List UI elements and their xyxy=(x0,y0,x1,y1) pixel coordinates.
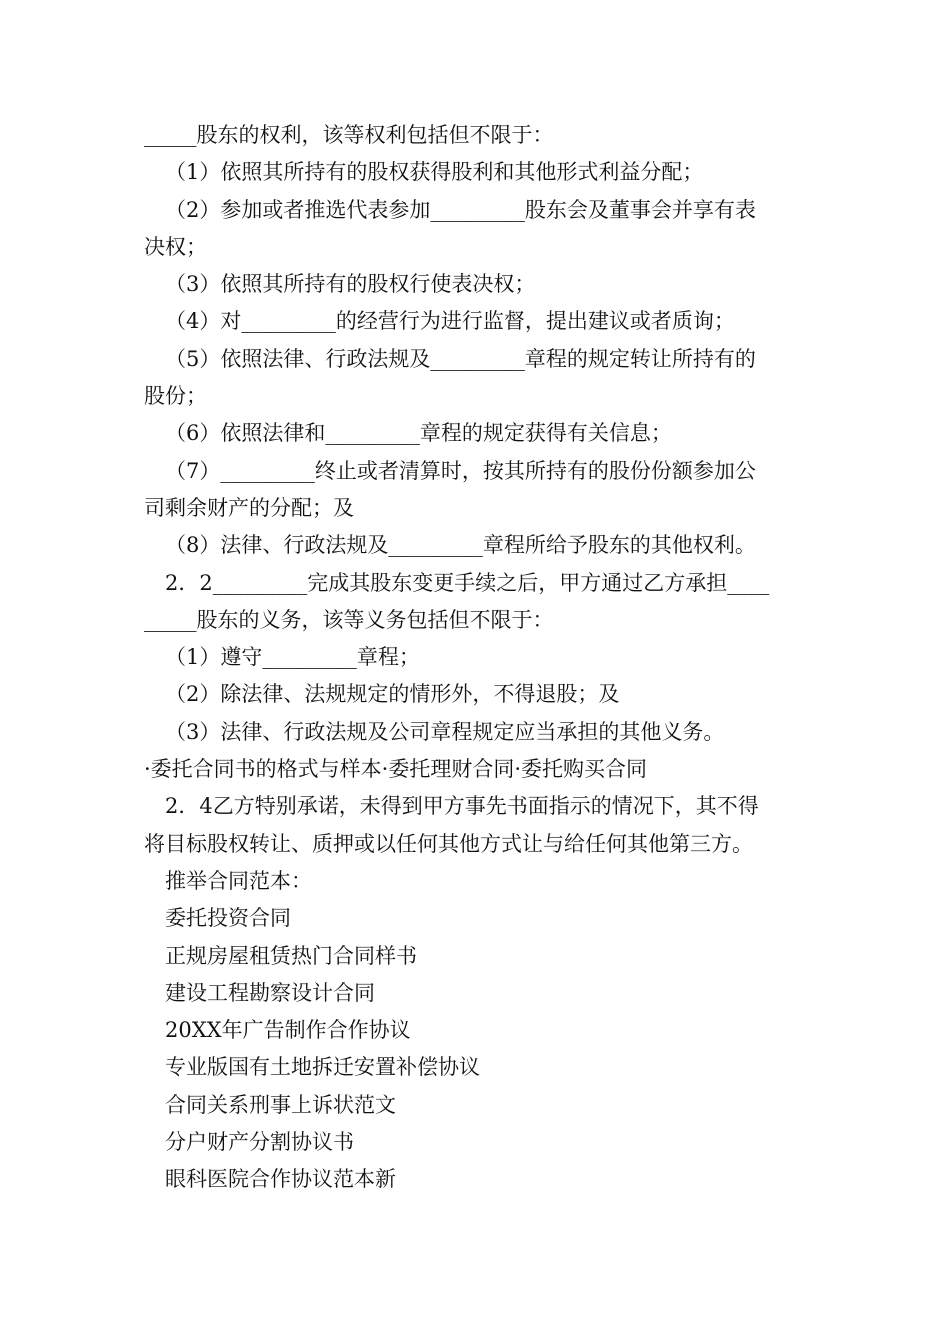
text-line: 司剩余财产的分配；及 xyxy=(144,495,354,520)
text-line: 眼科医院合作协议范本新 xyxy=(165,1167,396,1192)
text-line: （2）参加或者推选代表参加_________股东会及董事会并享有表 xyxy=(165,197,756,222)
text-line: 分户财产分割协议书 xyxy=(165,1130,354,1155)
text-line: （1）依照其所持有的股权获得股利和其他形式利益分配； xyxy=(165,160,704,185)
text-line: 决权； xyxy=(144,234,207,259)
text-line: （4）对_________的经营行为进行监督，提出建议或者质询； xyxy=(165,309,735,334)
text-line: 专业版国有土地拆迁安置补偿协议 xyxy=(165,1055,480,1080)
text-line: （1）遵守_________章程； xyxy=(165,645,420,670)
text-line: 正规房屋租赁热门合同样书 xyxy=(165,943,417,968)
text-line: （7）_________终止或者清算时，按其所持有的股份份额参加公 xyxy=(165,458,756,483)
text-line: 20XX年广告制作合作协议 xyxy=(165,1018,411,1043)
text-line: _____股东的义务，该等义务包括但不限于： xyxy=(144,607,554,632)
text-line: （3）依照其所持有的股权行使表决权； xyxy=(165,272,536,297)
text-line: 2．4乙方特别承诺，未得到甲方事先书面指示的情况下，其不得 xyxy=(165,794,759,819)
text-line: ·委托合同书的格式与样本·委托理财合同·委托购买合同 xyxy=(144,757,648,782)
text-line: _____股东的权利，该等权利包括但不限于： xyxy=(144,123,554,147)
text-line: （5）依照法律、行政法规及_________章程的规定转让所持有的 xyxy=(165,346,756,371)
text-line: 股份； xyxy=(144,384,207,409)
text-line: （6）依照法律和_________章程的规定获得有关信息； xyxy=(165,421,672,446)
text-line: （3）法律、行政法规及公司章程规定应当承担的其他义务。 xyxy=(165,719,725,744)
text-line: （2）除法律、法规规定的情形外，不得退股；及 xyxy=(165,682,620,707)
text-line: 2．2_________完成其股东变更手续之后，甲方通过乙方承担____ xyxy=(165,570,770,595)
text-line: （8）法律、行政法规及_________章程所给予股东的其他权利。 xyxy=(165,533,756,558)
text-line: 建设工程勘察设计合同 xyxy=(165,980,375,1005)
text-line: 推举合同范本： xyxy=(165,868,312,893)
document-body xyxy=(144,117,814,1199)
text-line: 合同关系刑事上诉状范文 xyxy=(165,1092,396,1117)
text-line: 委托投资合同 xyxy=(165,906,291,931)
text-line: 将目标股权转让、质押或以任何其他方式让与给任何其他第三方。 xyxy=(144,831,753,856)
